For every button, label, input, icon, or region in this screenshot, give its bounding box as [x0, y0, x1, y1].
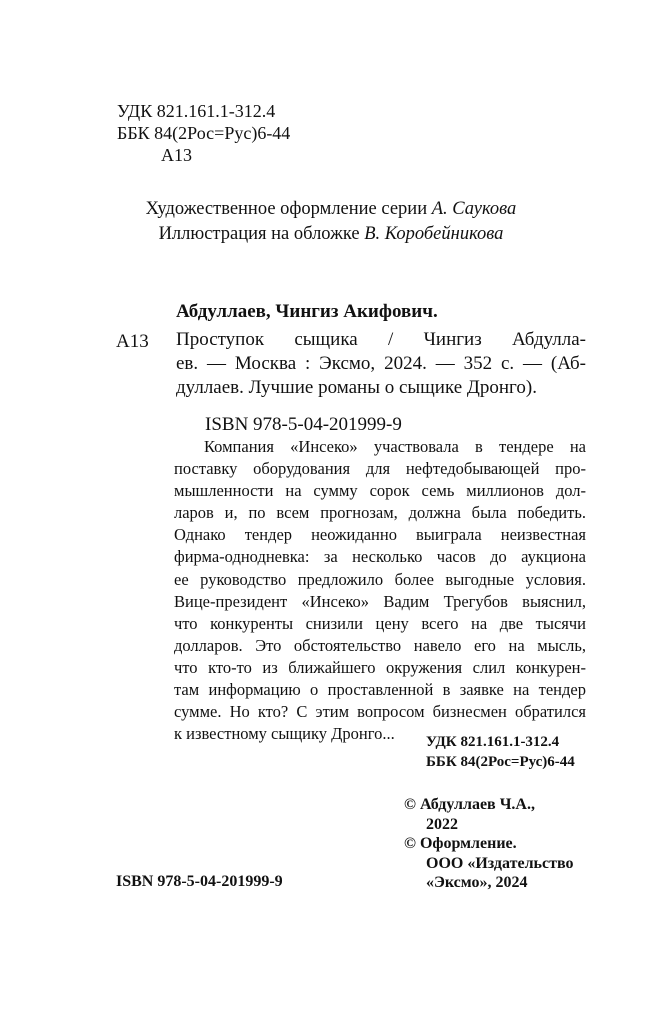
copyright-design: © Оформление. [404, 835, 517, 852]
copyright-publisher-year: «Эксмо», 2024 [426, 874, 528, 891]
annotation-line: что кто-то из ближайшего окружения слил конкурен- [174, 657, 586, 677]
annotation-line: Компания «Инсеко» участвовала в тендере на [204, 437, 586, 456]
cover-illustration-credit [100, 222, 562, 247]
copyright-author-year: 2022 [426, 815, 458, 833]
annotation-line: сумме. Но кто? С этим вопросом бизнесмен обратился [174, 702, 586, 722]
entry-author: Абдуллаев, Чингиз Акифович. [176, 301, 438, 322]
entry-author-mark: А13 [116, 331, 149, 352]
udk-code: УДК 821.161.1-312.4 [117, 101, 276, 121]
copyright-block [404, 795, 574, 893]
design-credits [100, 197, 562, 247]
description-line: дуллаев. Лучшие романы о сыщике Дронго). [176, 377, 537, 398]
bbk-code: ББК 84(2Рос=Рус)6-44 [117, 123, 291, 143]
annotation-line: долларов. Это обстоятельство навело его на мысль, [174, 635, 586, 655]
classification-codes-top [117, 100, 290, 166]
series-design-credit [100, 197, 562, 222]
series-design-name: А. Саукова [431, 199, 517, 219]
annotation-line: Вице-президент «Инсеко» Вадим Трегубов выяснил, [174, 591, 586, 611]
copyright-publisher: ООО «Издательство [426, 854, 574, 872]
cover-illustration-label: Иллюстрация на обложке [158, 224, 360, 244]
isbn-bottom: ISBN 978-5-04-201999-9 [116, 873, 283, 890]
annotation-line: мышленности на сумму сорок семь миллионов дол- [174, 481, 586, 501]
description-line: ев. — Москва : Эксмо, 2024. — 352 с. — (Аб- [176, 353, 586, 374]
annotation-line: поставку оборудования для нефтедобывающей про- [174, 459, 586, 479]
annotation-line: что конкуренты снизили цену всего на две тысячи [174, 613, 586, 633]
annotation-line: ее руководство предложило более выгодные условия. [174, 569, 586, 589]
bibliographic-description [176, 328, 586, 400]
annotation-line: фирма-однодневка: за несколько часов до аукциона [174, 547, 586, 567]
series-design-label: Художественное оформление серии [145, 199, 428, 219]
description-line: Проступок сыщика / Чингиз Абдулла- [176, 329, 586, 350]
udk-code: УДК 821.161.1-312.4 [426, 734, 560, 750]
copyright-author: © Абдуллаев Ч.А., [404, 796, 535, 813]
annotation-line: к известному сыщику Дронго... [174, 724, 395, 744]
classification-codes-bottom [426, 732, 575, 772]
annotation-line: там информацию о проставленной в заявке на тендер [174, 680, 586, 700]
bbk-code: ББК 84(2Рос=Рус)6-44 [426, 754, 575, 770]
annotation [174, 436, 586, 745]
annotation-line: ларов и, по всем прогнозам, должна была победить. [174, 503, 586, 523]
annotation-line: Однако тендер неожиданно выиграла неизвестная [174, 525, 586, 545]
cover-illustration-name: В. Коробейникова [364, 224, 504, 244]
author-mark: А13 [161, 145, 192, 165]
entry-isbn: ISBN 978-5-04-201999-9 [205, 414, 402, 435]
